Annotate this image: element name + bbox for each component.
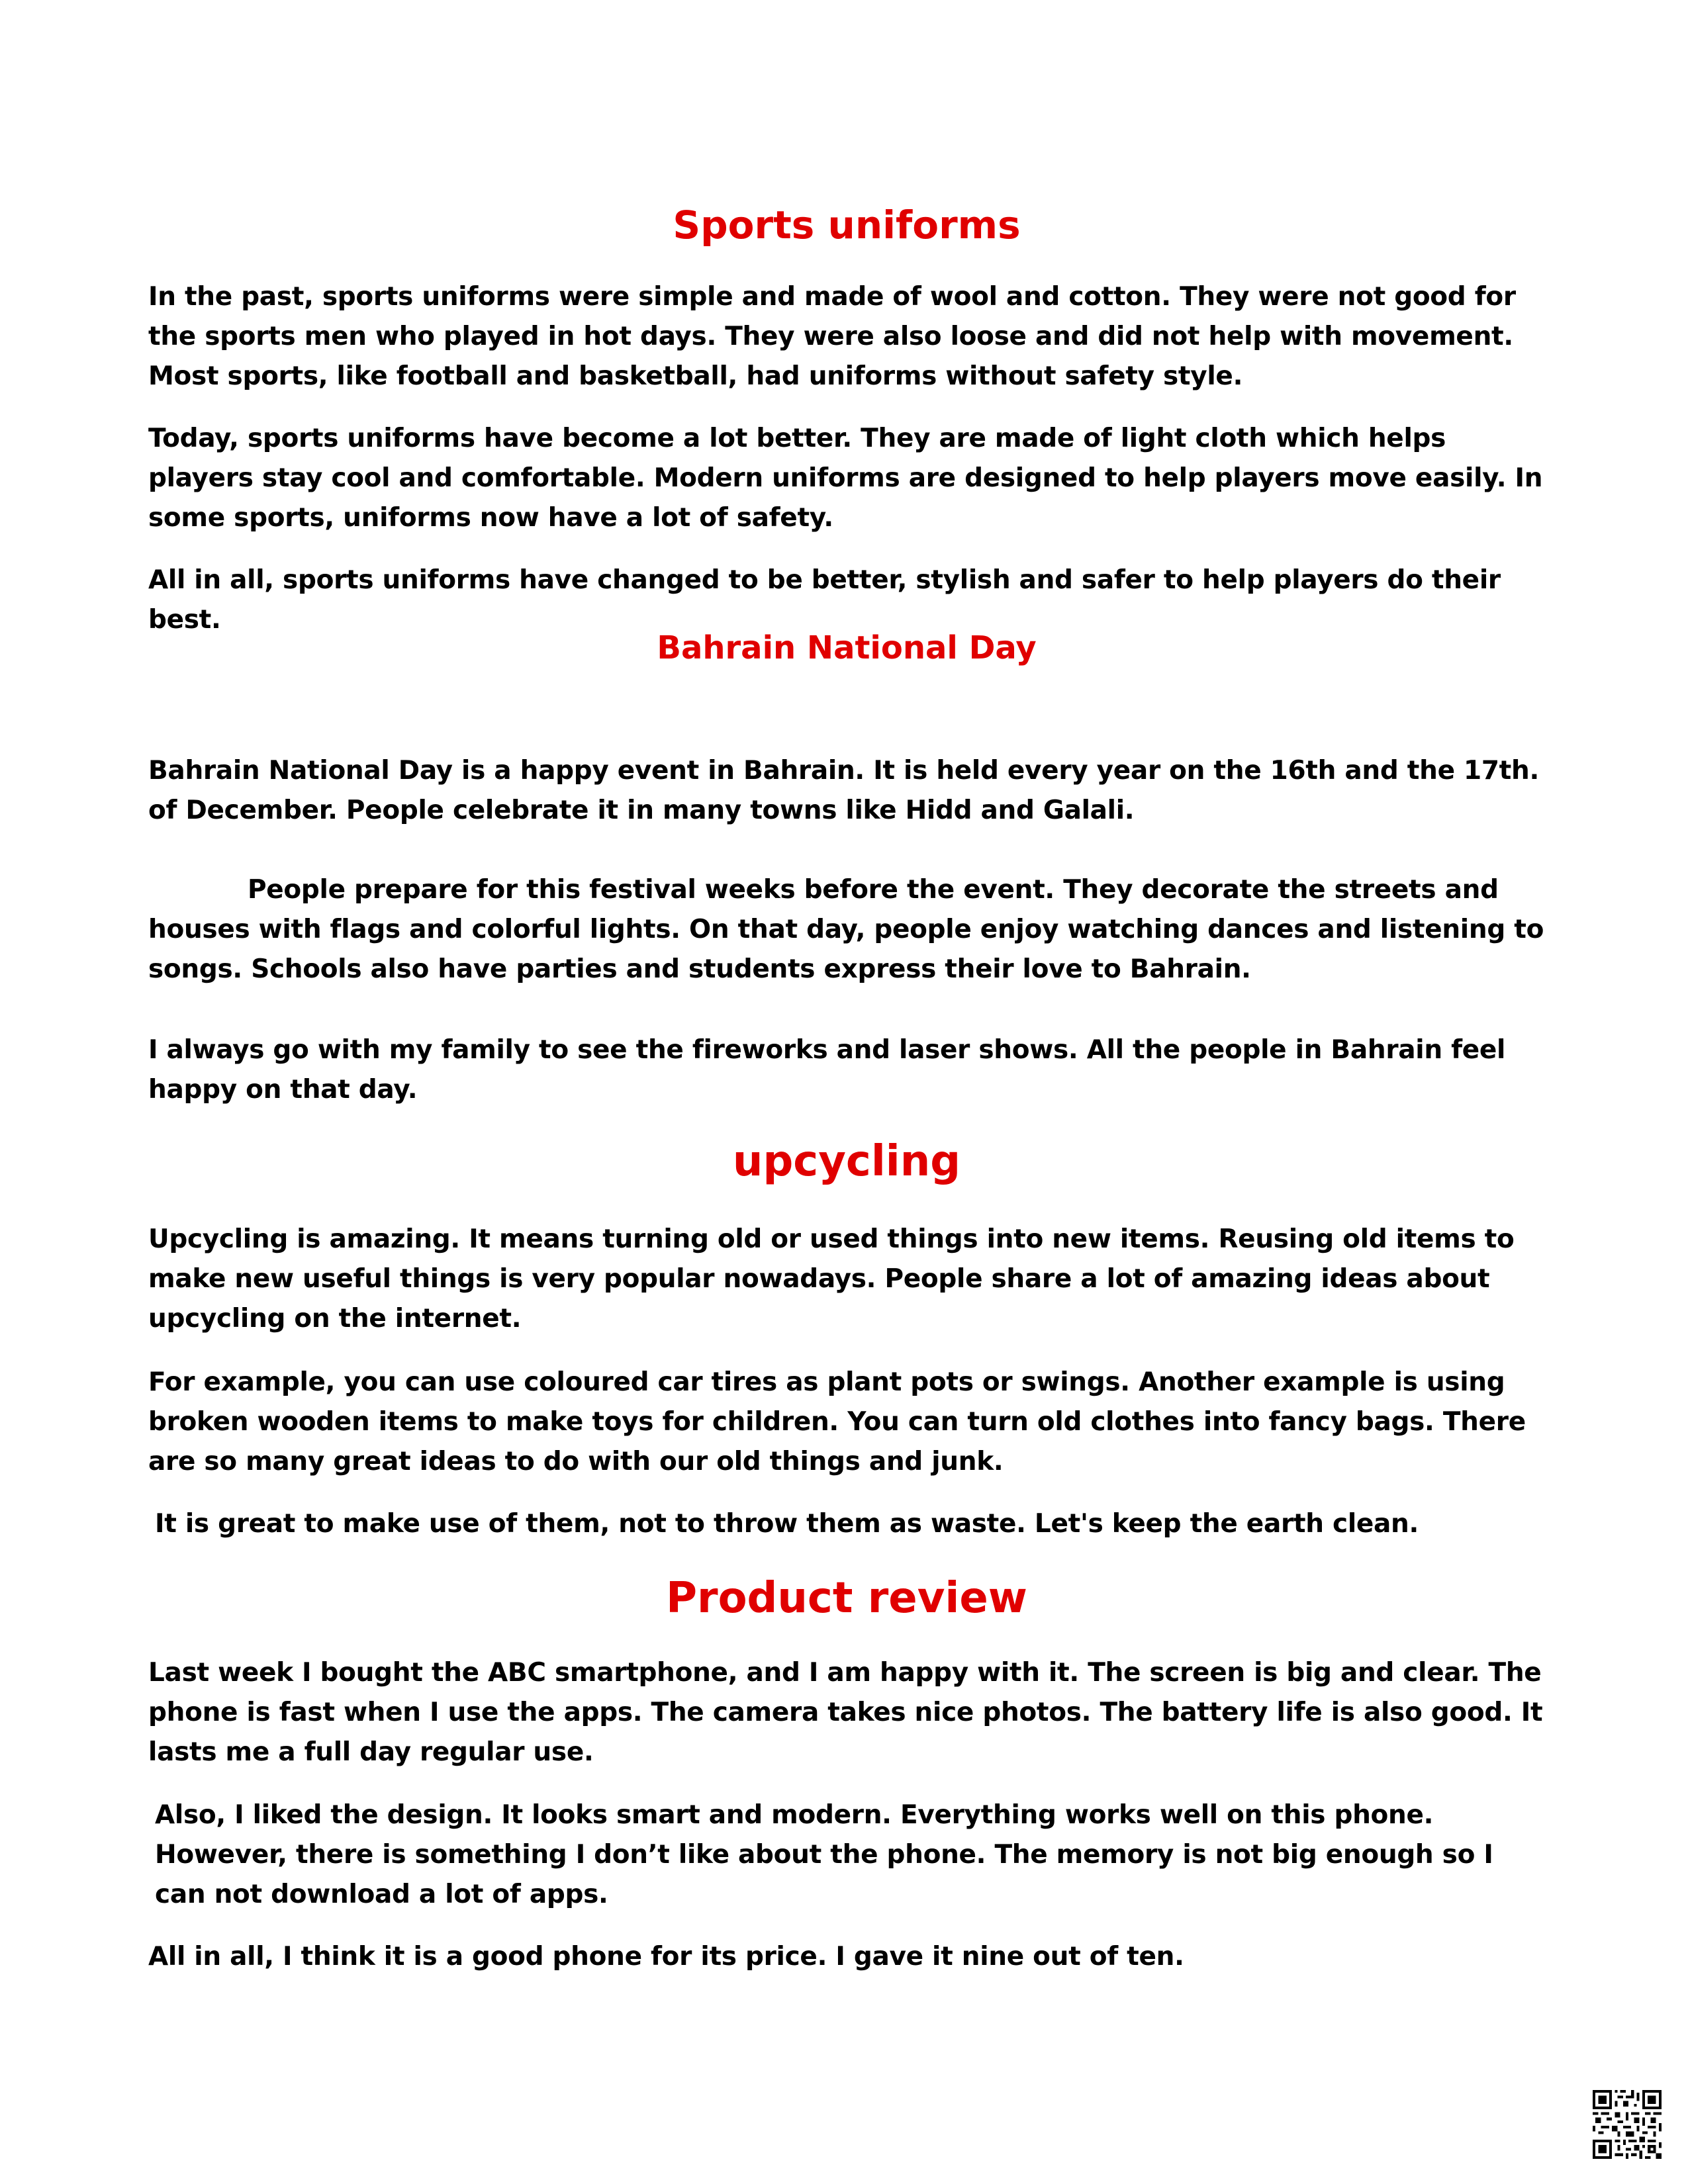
paragraph: In the past, sports uniforms were simple and made of wool and cotton. They were not good for the sports men who played in hot days. They were also loose and did not help with movement. Most sports, like football and basketball, had uniforms without safety style. — [148, 282, 1516, 391]
section-title: Sports uniforms — [673, 203, 1021, 248]
paragraph: Upcycling is amazing. It means turning old or used things into new items. Reusing old items to make new useful things is very popular nowadays. People share a lot of amazing ideas about upcycling on the internet. — [148, 1224, 1515, 1334]
qr-code-icon — [1593, 2090, 1662, 2159]
section-title: Bahrain National Day — [657, 629, 1037, 666]
paragraph: People prepare for this festival weeks before the event. They decorate the streets and houses with flags and colorful lights. On that day, people enjoy watching dances and listening to songs. Schools also have parties and students express their love to Bahrain. — [148, 875, 1544, 984]
paragraph: Today, sports uniforms have become a lot better. They are made of light cloth which helps players stay cool and comfortable. Modern uniforms are designed to help players move easily. In some sports, uniforms now have a lot of safety. — [148, 424, 1543, 533]
section-title: upcycling — [732, 1137, 961, 1186]
paragraph: All in all, sports uniforms have changed to be better, stylish and safer to help players do their best. — [148, 565, 1501, 635]
paragraph: Bahrain National Day is a happy event in Bahrain. It is held every year on the 16th and the 17th. of December. People celebrate it in many towns like Hidd and Galali. — [148, 756, 1539, 825]
paragraph: Also, I liked the design. It looks smart and modern. Everything works well on this phone. However, there is something I don’t like about the phone. The memory is not big enough so I can not download a lot of apps. — [155, 1800, 1493, 1909]
paragraph: Last week I bought the ABC smartphone, and I am happy with it. The screen is big and clear. The phone is fast when I use the apps. The camera takes nice photos. The battery life is also good. It lasts me a full day regular use. — [148, 1658, 1543, 1767]
section-title: Product review — [666, 1574, 1027, 1623]
paragraph: For example, you can use coloured car tires as plant pots or swings. Another example is using broken wooden items to make toys for children. You can turn old clothes into fancy bags. There are so many great ideas to do with our old things and junk. — [148, 1367, 1526, 1477]
paragraph: I always go with my family to see the fireworks and laser shows. All the people in Bahrain feel happy on that day. — [148, 1035, 1506, 1105]
paragraph: All in all, I think it is a good phone for its price. I gave it nine out of ten. — [148, 1942, 1184, 1972]
paragraph: It is great to make use of them, not to throw them as waste. Let's keep the earth clean. — [155, 1509, 1419, 1539]
